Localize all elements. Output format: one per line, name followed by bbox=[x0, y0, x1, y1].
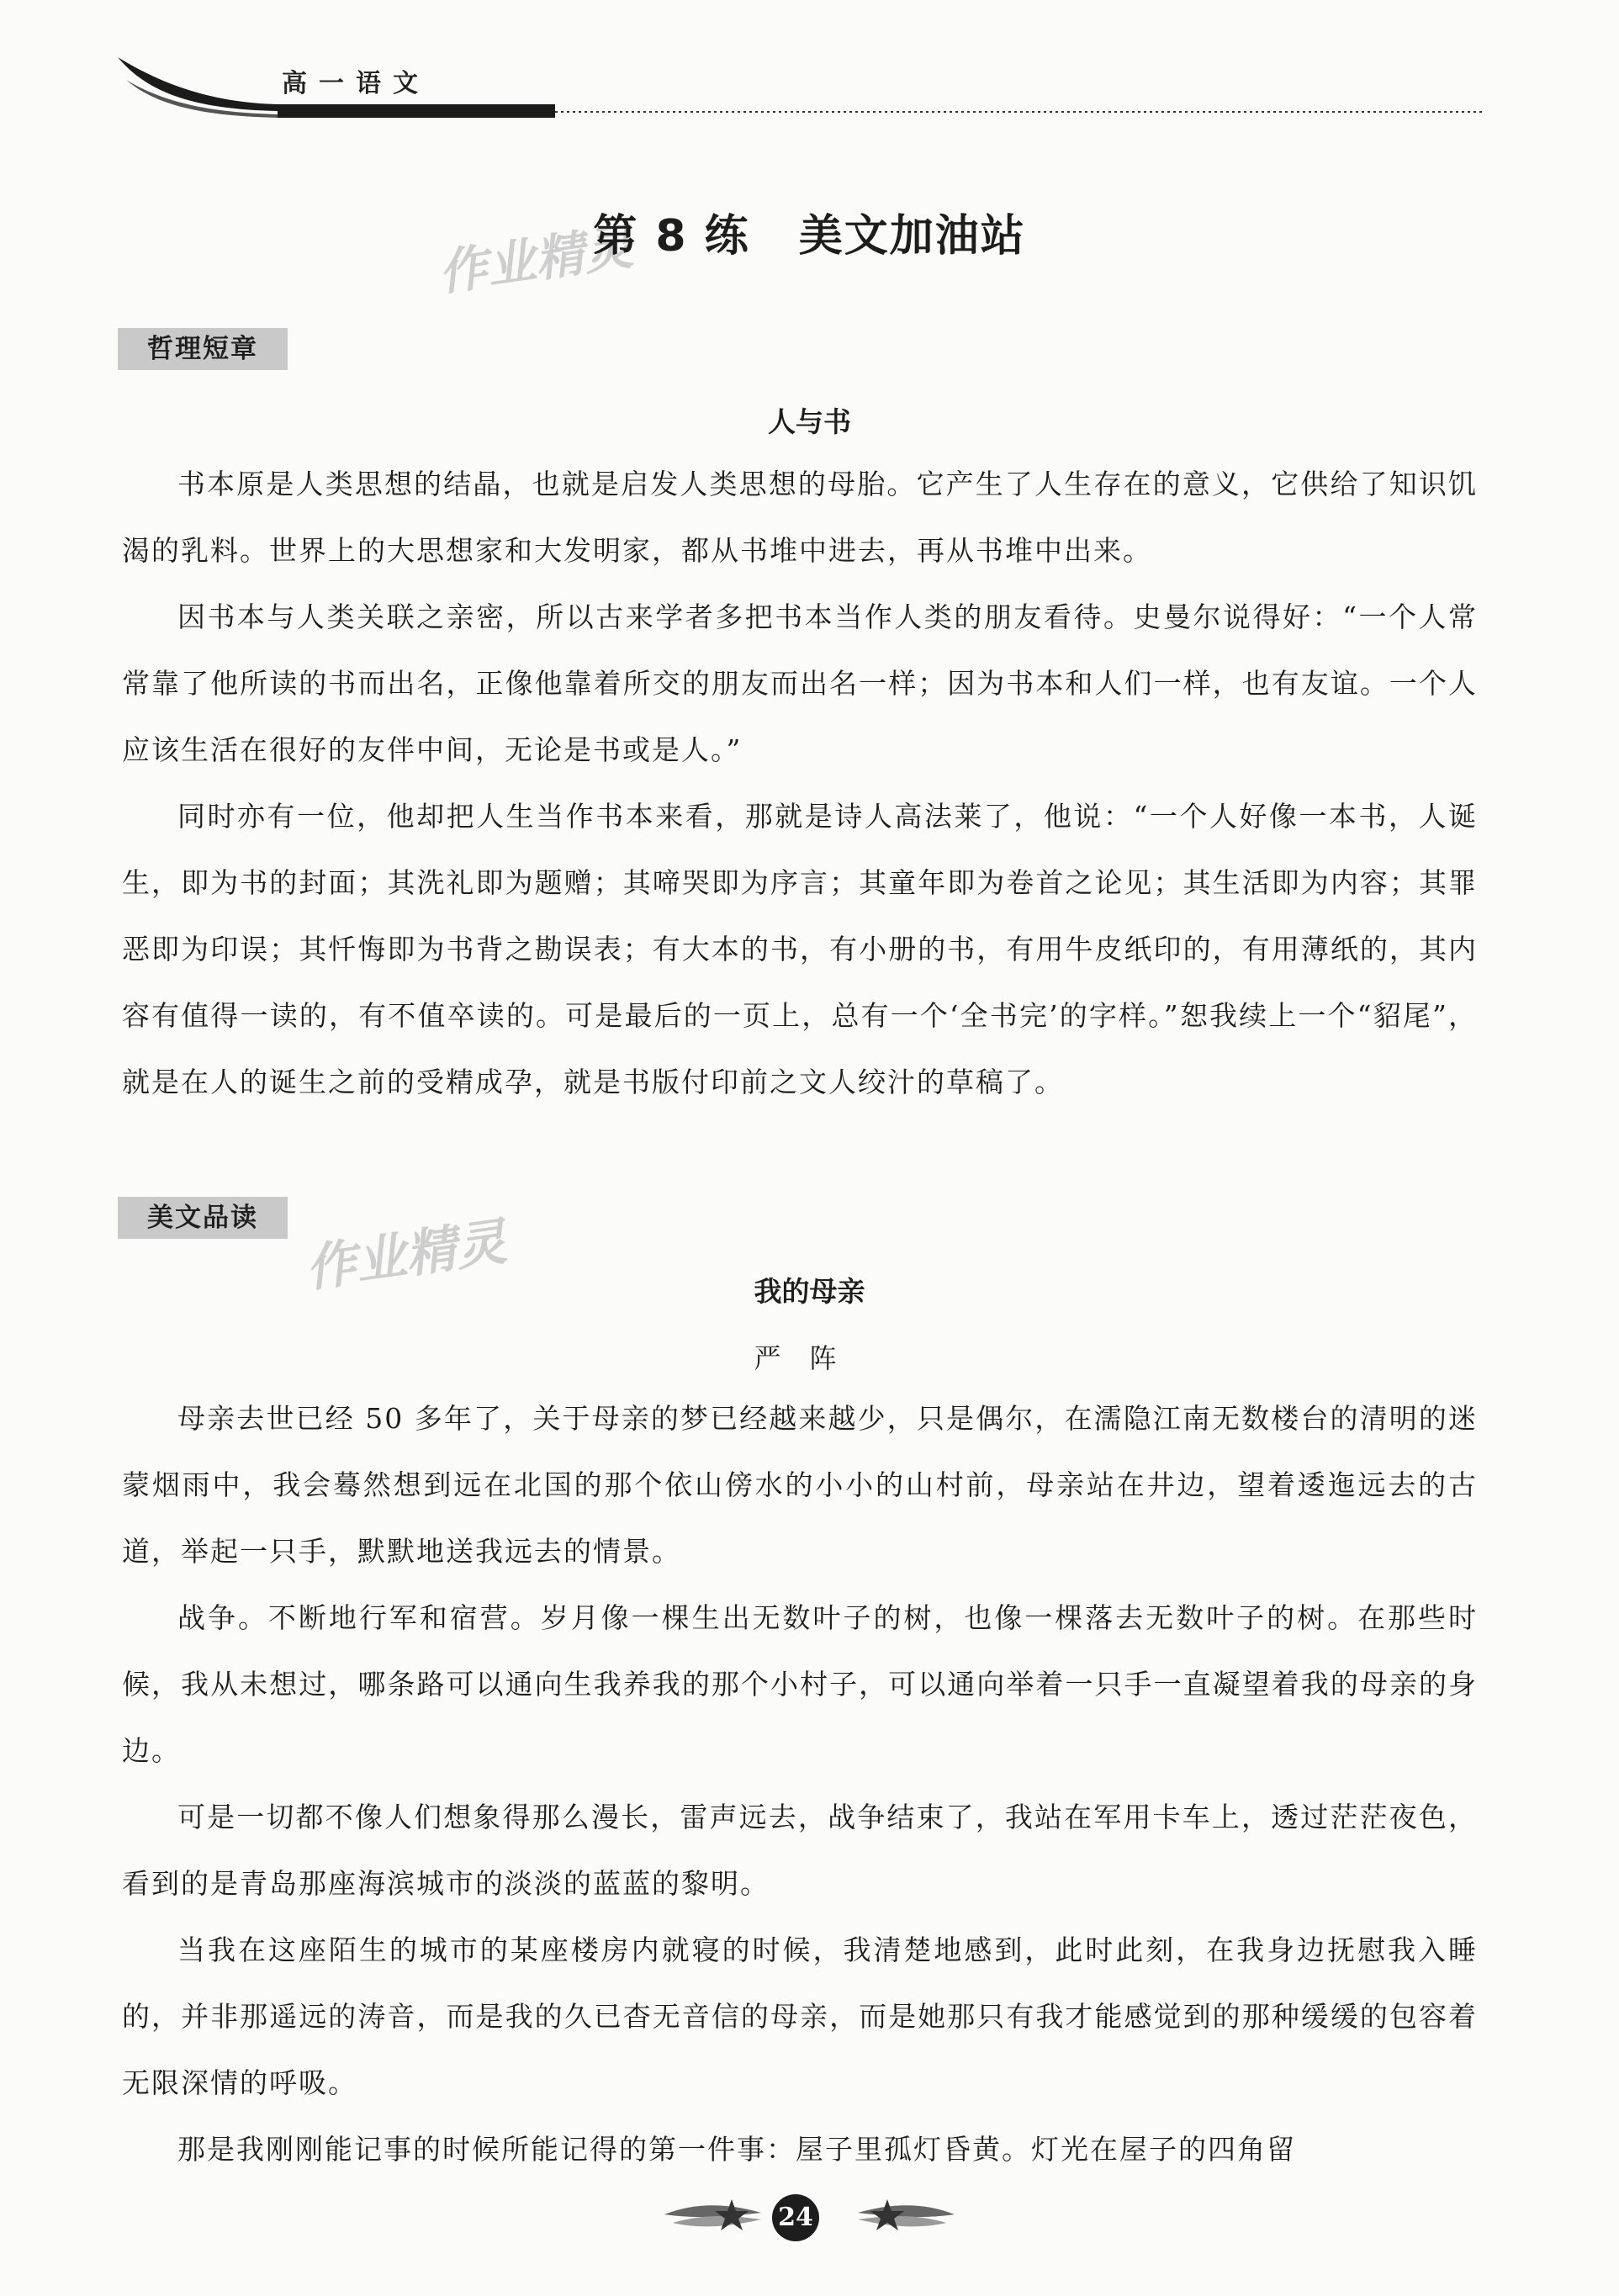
paragraph: 那是我刚刚能记事的时候所能记得的第一件事：屋子里孤灯昏黄。灯光在屋子的四角留 bbox=[177, 2133, 1296, 2166]
section-tag-reading: 美文品读 bbox=[118, 1197, 288, 1239]
section-tag-philosophy: 哲理短章 bbox=[118, 328, 288, 370]
paragraph: 可是一切都不像人们想象得那么漫长，雷声远去，战争结束了，我站在军用卡车上，透过茫茫夜色，看到的是青岛那座海滨城市的淡淡的蓝蓝的黎明。 bbox=[122, 1801, 1478, 1900]
header-swoosh-icon bbox=[0, 0, 1619, 135]
page-header bbox=[0, 0, 1619, 135]
subject-label: 高一语文 bbox=[282, 69, 430, 98]
article-author: 严阵 bbox=[754, 1342, 865, 1374]
lesson-title bbox=[0, 200, 1619, 263]
watermark: 作业精灵 bbox=[301, 1212, 511, 1299]
watermark: 作业精灵 bbox=[435, 218, 637, 302]
page-number: 24 bbox=[772, 2194, 819, 2241]
paragraph: 同时亦有一位，他却把人生当作书本来看，那就是诗人高法莱了，他说：“一个人好像一本书，人诞生，即为书的封面；其洗礼即为题赠；其啼哭即为序言；其童年即为卷首之论见；其生活即为内容；其罪恶即为印误；其忏悔即为书背之勘误表；有大本的书，有小册的书，有用牛皮纸印的，有用薄纸的，其内容有值得一读的，有不值卒读的。可是最后的一页上，总有一个‘全书完’的字样。”恕我续上一个“貂尾”，就是在人的诞生之前的受精成孕，就是书版付印前之文人绞汁的草稿了。 bbox=[122, 800, 1478, 1098]
paragraph: 因书本与人类关联之亲密，所以古来学者多把书本当作人类的朋友看待。史曼尔说得好：“一个人常常靠了他所读的书而出名，正像他靠着所交的朋友而出名一样；因为书本和人们一样，也有友谊。一个人应该生活在很好的友伴中间，无论是书或是人。” bbox=[122, 600, 1478, 766]
paragraph: 母亲去世已经 50 多年了，关于母亲的梦已经越来越少，只是偶尔，在濡隐江南无数楼台的清明的迷蒙烟雨中，我会蓦然想到远在北国的那个依山傍水的小小的山村前，母亲站在井边，望着逶迤远去的古道，举起一只手，默默地送我远去的情景。 bbox=[122, 1402, 1478, 1568]
paragraph: 战争。不断地行军和宿营。岁月像一棵生出无数叶子的树，也像一棵落去无数叶子的树。在那些时候，我从未想过，哪条路可以通向生我养我的那个小村子，可以通向举着一只手一直凝望着我的母亲的身边。 bbox=[122, 1601, 1478, 1767]
lesson-number: 第 8 练 bbox=[593, 211, 750, 262]
article-title: 人与书 bbox=[768, 405, 851, 438]
paragraph: 当我在这座陌生的城市的某座楼房内就寝的时候，我清楚地感到，此时此刻，在我身边抚慰我入睡的，并非那遥远的涛音，而是我的久已杳无音信的母亲，而是她那只有我才能感觉到的那种缓缓的包容着无限深情的呼吸。 bbox=[122, 1934, 1478, 2099]
paragraph: 书本原是人类思想的结晶，也就是启发人类思想的母胎。它产生了人生存在的意义，它供给了知识饥渴的乳料。世界上的大思想家和大发明家，都从书堆中进去，再从书堆中出来。 bbox=[122, 468, 1478, 567]
lesson-name: 美文加油站 bbox=[798, 211, 1026, 262]
article-title: 我的母亲 bbox=[754, 1275, 865, 1308]
